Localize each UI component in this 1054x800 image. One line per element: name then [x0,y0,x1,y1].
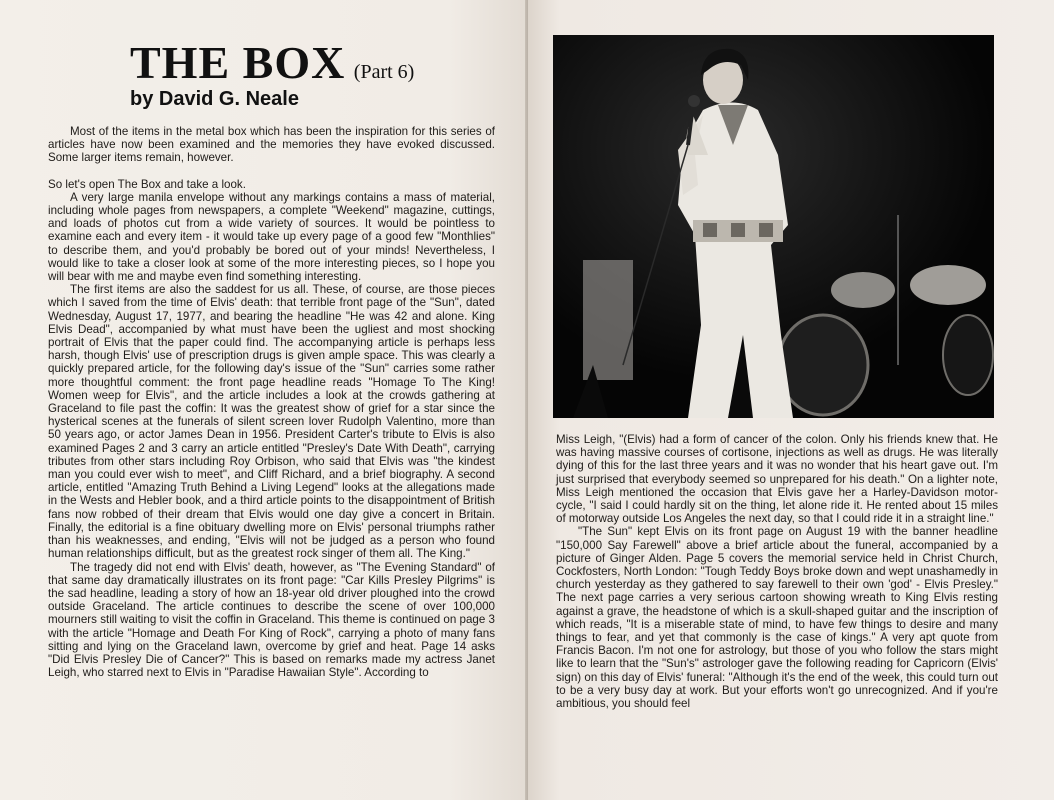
paragraph: The tragedy did not end with Elvis' death, however, as "The Evening Standard" of that same day dramatically illustrates on its front page: "Car Kills Presley Pilgrims" is the sad headline, leading a story of how an 18-year old driver ploughed into the crowd outside Graceland. The article continues to describe the scene of over 100,000 mourners still waiting to visit the coffin in Graceland. This theme is continued on page 3 with the article "Homage and Death For King of Rock", carrying a photo of many fans sitting and lying on the Graceland lawn, overcome by grief and heat. Page 14 asks "Did Elvis Presley Die of Cancer?" This is based on remarks made my actress Janet Leigh, who starred next to Elvis in "Paradise Hawaiian Style". According to [48,560,495,680]
paragraph: The first items are also the saddest for us all. These, of course, are those pieces which I saved from the time of Elvis' death: that terrible front page of the "Sun", dated Wednesday, August 17, 1977, and bearing the headline "He was 42 and alone. King Elvis Dead", accompanied by what must have been the ugliest and most shocking portrait of Elvis that the paper could find. The accompanying article is perhaps less harsh, though Elvis' use of prescription drugs is given ample space. This was clearly a quickly prepared article, for the following day's issue of the "Sun" carries some rather more thoughtful comment: the front page headline reads "Homage To The King! Women weep for Elvis", and the article includes a look at the crowds gathering at Graceland to file past the coffin: It was the greatest show of grief for a star since the hysterical scenes at the funerals of silent screen lover Rudolph Valentino, more than 50 years ago, or actor James Dean in 1956. President Carter's tribute to Elvis is also examined Pages 2 and 3 carry an article entitled "Presley's Date With Death", carrying tributes from other stars including Roy Orbison, who said that Elvis was "the kindest man you could ever wish to meet", and Cliff Richard, and a brief biography. A second article, entitled "Amazing Truth Behind a Living Legend" looks at the allegations made in the Wests and Hebler book, and a third article points to the disappointment of British fans now robbed of their dream that Elvis would one day give a concert in Britain. Finally, the editorial is a fine obituary dwelling more on Elvis' personal triumphs rather than his weaknesses, and ending, "Elvis will not be judged as a person who found human relationships difficult, but as the greatest rock singer of them all. The King." [48,283,495,561]
paragraph: Most of the items in the metal box which has been the inspiration for this series of articles have now been examined and the memories they have evoked discussed. Some larger items remain, however. [48,125,495,165]
paragraph: Miss Leigh, "(Elvis) had a form of cancer of the colon. Only his friends knew that. He was having massive courses of cortisone, injections as well as drugs. He was literally dying of this for the last three years and it was no wonder that his heart gave out. I'm just surprised that everybody seemed so unprepared for his death." On a lighter note, Miss Leigh mentioned the occasion that Elvis gave her a Harley-Davidson motor-cycle, "I said I could hardly sit on the thing, let alone ride it. He rented about 15 miles of motorway outside Los Angeles the next day, so that I could ride it in a straight line." [556,433,998,526]
paragraph: So let's open The Box and take a look. [48,177,246,191]
paragraph: "The Sun" kept Elvis on its front page on August 19 with the banner headline "150,000 Say Farewell" above a brief article about the funeral, accompanied by a picture of Ginger Alden. Page 5 covers the memorial service held in Christ Church, Cockfosters, North London: "Tough Teddy Boys broke down and wept unashamedly in church yesterday as they gathered to say farewell to their own 'god' - Elvis Presley." The next page carries a very serious cartoon showing wreath to King Elvis resting against a grave, the headstone of which is a skull-shaped guitar and the inscription of which reads, "It is a miserable state of mind, to have few things to desire and many things to fear, and yet that commonly is the case of kings." A very apt quote from Francis Bacon. I'm not one for astrology, but those of you who follow the stars might like to learn that the "Sun's" astrologer gave the following reading for Capricorn (Elvis' sign) on this day of Elvis' funeral: "Although it's the end of the week, this could turn out to be a very busy day at work. But your efforts won't go unrecognized. And if you're ambitious, you should feel [556,525,998,711]
right-text-column [556,433,998,710]
concert-photo-illustration [553,35,994,418]
article-part: (Part 6) [353,61,415,83]
article-byline: by David G. Neale [130,88,299,110]
article-title: THE BOX [130,37,346,88]
article-heading [130,37,470,88]
paragraph: A very large manila envelope without any markings contains a mass of material, including whole pages from newspapers, a complete "Weekend" magazine, cuttings, and loads of photos cut from a wide variety of sources. It would be pointless to examine each and every item - it would take up every page of a good few "Monthlies" to describe them, and you'd probably be bored out of your minds! Nevertheless, I would like to take a closer look at some of the more interesting pieces, so I hope you will bear with me and maybe even find something interesting. [48,190,495,284]
concert-photo [553,35,994,418]
left-text-column [48,125,495,679]
